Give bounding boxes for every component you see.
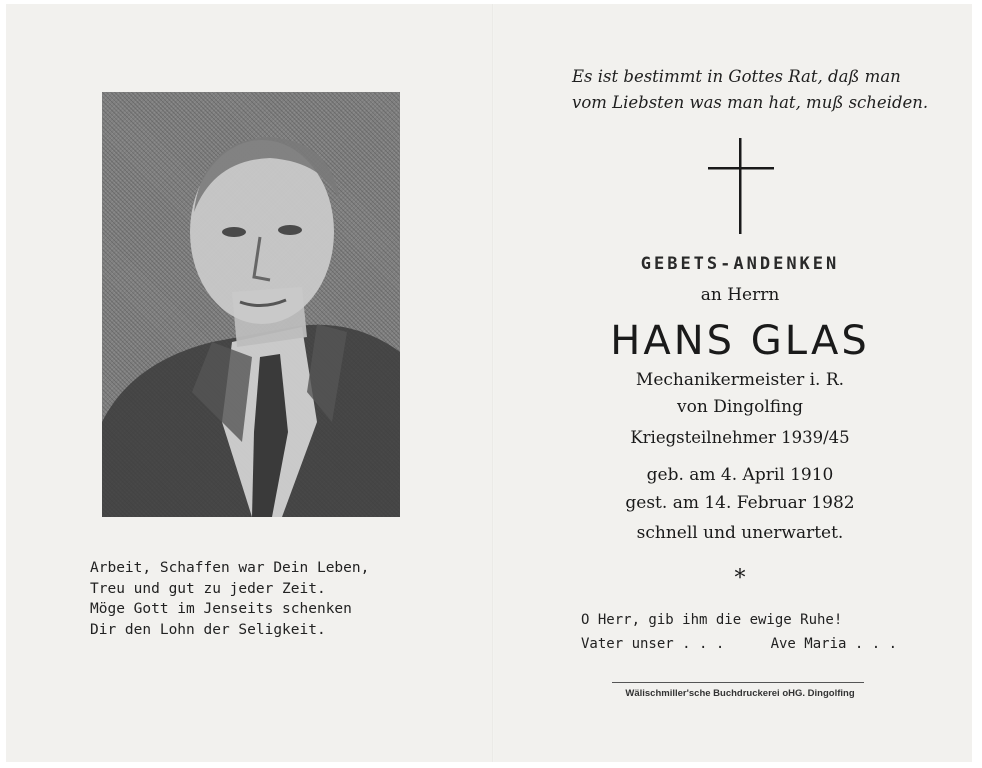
poem-line: Möge Gott im Jenseits schenken: [90, 601, 352, 617]
deceased-name: HANS GLAS: [610, 318, 870, 364]
prayer-hail-mary: Ave Maria . . .: [770, 636, 897, 652]
prayer-closing: [581, 636, 897, 652]
prayer-our-father: Vater unser . . .: [581, 636, 725, 652]
origin: von Dingolfing: [677, 397, 803, 417]
salutation: an Herrn: [700, 285, 780, 305]
printer-rule: [612, 682, 864, 683]
portrait-image: [102, 92, 400, 517]
poem-line: Treu und gut zu jeder Zeit.: [90, 580, 326, 597]
death-circumstance: schnell und unerwartet.: [636, 523, 844, 543]
motto-verse: [572, 64, 942, 116]
cross-icon: [706, 138, 776, 234]
death-date: gest. am 14. Februar 1982: [625, 493, 855, 513]
prayer-line: O Herr, gib ihm die ewige Ruhe!: [581, 612, 843, 628]
card-heading: GEBETS-ANDENKEN: [640, 254, 840, 274]
military-service: Kriegsteilnehmer 1939/45: [630, 428, 850, 447]
printer-credit: Wälischmiller'sche Buchdruckerei oHG. Dingolfing: [625, 688, 855, 699]
asterisk-separator: *: [734, 566, 746, 591]
motto-line: Es ist bestimmt in Gottes Rat, daß man: [572, 67, 901, 86]
poem-line: Dir den Lohn der Seligkeit.: [90, 621, 326, 638]
birth-date: geb. am 4. April 1910: [646, 465, 834, 485]
card-fold: [492, 4, 494, 762]
occupation: Mechanikermeister i. R.: [635, 370, 845, 390]
portrait-photo: [102, 92, 400, 517]
motto-line: vom Liebsten was man hat, muß scheiden.: [572, 93, 929, 112]
memorial-poem: [90, 558, 430, 640]
poem-line: Arbeit, Schaffen war Dein Leben,: [90, 560, 370, 576]
